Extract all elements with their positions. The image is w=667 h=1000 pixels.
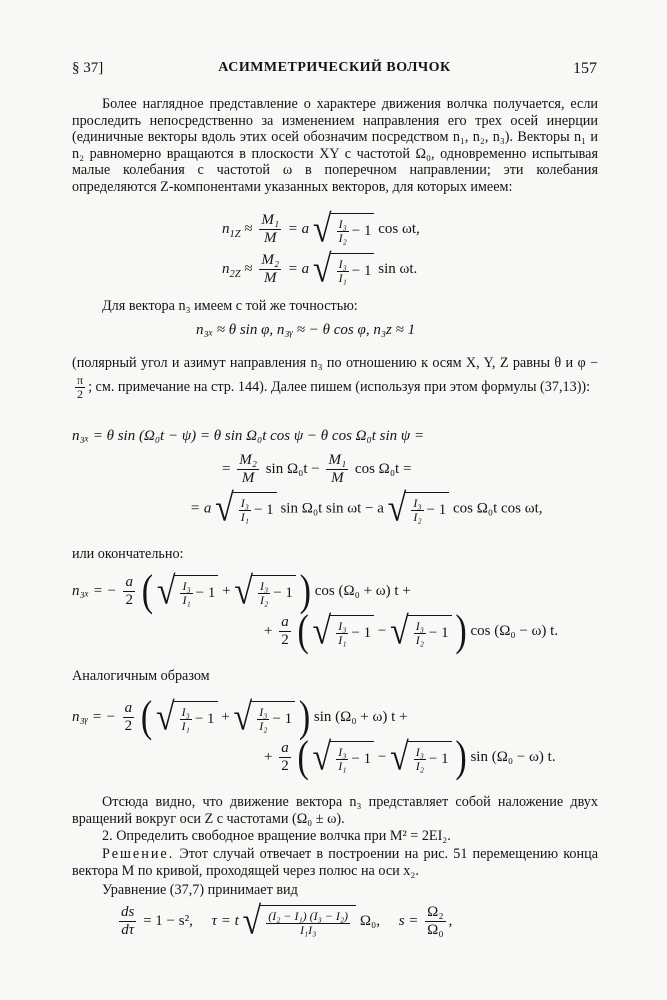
paragraph-similarly: Аналогичным образом <box>72 668 210 684</box>
equation-n3x-final-line2: + $\frac{a}{2}$ ( √ $\frac{\text{I₃}}{\text{I₁}}$ − 1 − √ $\frac{\text{I₃}}{\text{I₂}}$ − 1 ) cos (Ω₀ − ω) t. <box>264 606 559 655</box>
equation-n3x-line2: = $\frac{\text{M₂}}{M}$ sin Ω₀t − $\frac{\text{M₁}}{M}$ cos Ω₀t = <box>222 452 412 486</box>
running-header <box>72 60 597 82</box>
equation-n3y-final-line1: n₃ᵧ = − $\frac{a}{2}$ ( √ $\frac{\text{I₃}}{\text{I₁}}$ − 1 + √ $\frac{\text{I₃}}{\text{I₂}}$ − 1 ) sin (Ω₀ + ω) t + <box>72 692 408 741</box>
equation-n3x-line1: n₃ₓ = θ sin (Ω₀t − ψ) = θ sin Ω₀t cos ψ − θ cos Ω₀t sin ψ = <box>72 428 425 444</box>
problem-2-solution: Решение. Этот случай отвечает в построении на рис. 51 перемещению конца вектора M по кривой, проходящей через полюс на оси x₂. <box>72 846 598 879</box>
paragraph-equation-form: Уравнение (37,7) принимает вид <box>102 882 298 898</box>
equation-n2z: $n_{2Z}$ ≈ $\frac{\text{M₂}}{M}$ = a √ $\frac{\text{I₃}}{\text{I₁}}$ − 1 sin ωt. <box>222 247 418 291</box>
equation-n1z: $n_{1Z}$ ≈ $\frac{\text{M₁}}{M}$ = a √ $\frac{\text{I₃}}{\text{I₂}}$ − 1 cos ωt, <box>222 207 420 251</box>
equation-n3x-final-line1: n₃ₓ = − $\frac{a}{2}$ ( √ $\frac{\text{I₃}}{\text{I₁}}$ − 1 + √ $\frac{\text{I₃}}{\text{I₂}}$ − 1 ) cos (Ω₀ + ω) t + <box>72 566 411 615</box>
equation-ds-dtau: $\frac{ds}{d\tau}$ = 1 − s², τ = t √ $\frac{\text{(I₂ − I₁) (I₃ − I₂)}}{\text{I₁I₃}}$ Ω₀, s = $\frac{\text{Ω₂}}{\text{Ω₀}}$ , <box>121 899 453 943</box>
running-title: АСИММЕТРИЧЕСКИЙ ВОЛЧОК <box>218 60 451 75</box>
section-ref: § 37] <box>72 60 104 76</box>
paragraph-angles: (полярный угол и азимут направления n₃ по отношению к осям X, Y, Z равны θ и φ − $\frac{\pi}{2}$ ; см. примечание на стр. 144). Далее пишем (используя при этом формулы (37,13)): <box>72 355 598 401</box>
page-number: 157 <box>573 60 597 77</box>
paragraph-n3: Для вектора n₃ имеем с той же точностью: <box>102 298 358 314</box>
problem-2-statement: 2. Определить свободное вращение волчка при M² = 2EI₂. <box>102 828 451 844</box>
paragraph-conclusion: Отсюда видно, что движение вектора n₃ представляет собой наложение двух вращений вокруг оси Z с частотами (Ω₀ ± ω). <box>72 794 598 827</box>
paragraph-intro: Более наглядное представление о характере движения волчка получается, если проследить непосредственно за изменением направления его трех осей инерции (единичные векторы вдоль этих осей обозначим посредством n₁, n₂, n₃). Векторы n₁ и n₂ равномерно вращаются в плоскости XY с частотой Ω₀, одновременно испытывая малые колебания с частотой ω в поперечном направлении; эти колебания определяются Z-компонентами указанных векторов, для которых имеем: <box>72 96 598 195</box>
equation-n3x-line3: = a √ $\frac{\text{I₃}}{\text{I₁}}$ − 1 sin Ω₀t sin ωt − a √ $\frac{\text{I₃}}{\text{I₂}}$ − 1 cos Ω₀t cos ωt, <box>190 487 543 530</box>
paragraph-finally: или окончательно: <box>72 546 184 562</box>
equation-n3-components: n₃ₓ ≈ θ sin φ, n₃ᵧ ≈ − θ cos φ, n₃z ≈ 1 <box>196 322 416 338</box>
equation-n3y-final-line2: + $\frac{a}{2}$ ( √ $\frac{\text{I₃}}{\text{I₁}}$ − 1 − √ $\frac{\text{I₃}}{\text{I₂}}$ − 1 ) sin (Ω₀ − ω) t. <box>264 732 556 781</box>
